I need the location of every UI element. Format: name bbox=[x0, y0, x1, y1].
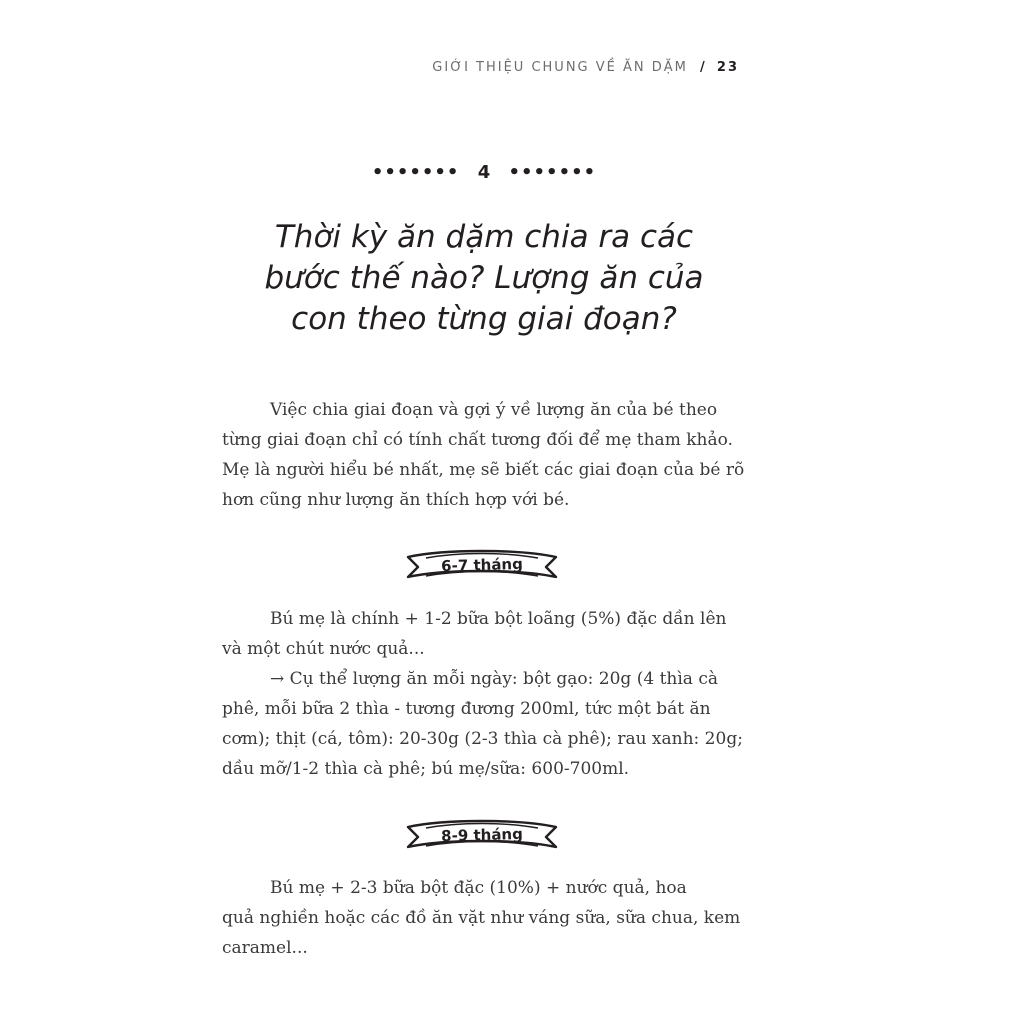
text-line: dầu mỡ/1-2 thìa cà phê; bú mẹ/sữa: 600-700ml. bbox=[222, 759, 630, 779]
page-number: 23 bbox=[716, 60, 739, 75]
dots-right: ••••••• bbox=[508, 162, 597, 183]
question-number: 4 bbox=[477, 162, 491, 183]
dots-left: ••••••• bbox=[371, 162, 460, 183]
text-line: cơm); thịt (cá, tôm): 20-30g (2-3 thìa cà phê); rau xanh: 20g; bbox=[222, 729, 743, 749]
text-line: hơn cũng như lượng ăn thích hợp với bé. bbox=[222, 490, 570, 510]
header-separator: / bbox=[700, 60, 707, 75]
banner-label: 6-7 tháng bbox=[440, 554, 524, 576]
title-line: bước thế nào? Lượng ăn của bbox=[264, 260, 704, 296]
question-title bbox=[200, 217, 768, 340]
section-banner bbox=[404, 815, 560, 859]
text-line: Bú mẹ là chính + 1-2 bữa bột loãng (5%) đặc dần lên bbox=[270, 609, 727, 629]
text-line: quả nghiền hoặc các đồ ăn vặt như váng sữa, sữa chua, kem bbox=[222, 908, 741, 928]
section-paragraph bbox=[222, 604, 762, 784]
banner-label: 8-9 tháng bbox=[440, 824, 524, 846]
title-line: Thời kỳ ăn dặm chia ra các bbox=[274, 219, 694, 255]
running-header bbox=[432, 60, 739, 75]
question-number-line bbox=[0, 162, 968, 183]
text-line: caramel... bbox=[222, 938, 308, 958]
text-line: → Cụ thể lượng ăn mỗi ngày: bột gạo: 20g (4 thìa cà bbox=[270, 669, 718, 689]
text-line: Mẹ là người hiểu bé nhất, mẹ sẽ biết các giai đoạn của bé rõ bbox=[222, 460, 745, 480]
text-line: Bú mẹ + 2-3 bữa bột đặc (10%) + nước quả, hoa bbox=[270, 878, 687, 898]
intro-paragraph bbox=[222, 395, 762, 515]
text-line: phê, mỗi bữa 2 thìa - tương đương 200ml, tức một bát ăn bbox=[222, 699, 711, 719]
text-line: từng giai đoạn chỉ có tính chất tương đối để mẹ tham khảo. bbox=[222, 430, 733, 450]
running-title: GIỚI THIỆU CHUNG VỀ ĂN DẶM bbox=[432, 60, 688, 75]
text-line: và một chút nước quả... bbox=[222, 639, 425, 659]
title-line: con theo từng giai đoạn? bbox=[291, 301, 677, 337]
text-line: Việc chia giai đoạn và gợi ý về lượng ăn của bé theo bbox=[270, 400, 718, 420]
section-banner bbox=[404, 545, 560, 589]
section-paragraph bbox=[222, 873, 762, 963]
